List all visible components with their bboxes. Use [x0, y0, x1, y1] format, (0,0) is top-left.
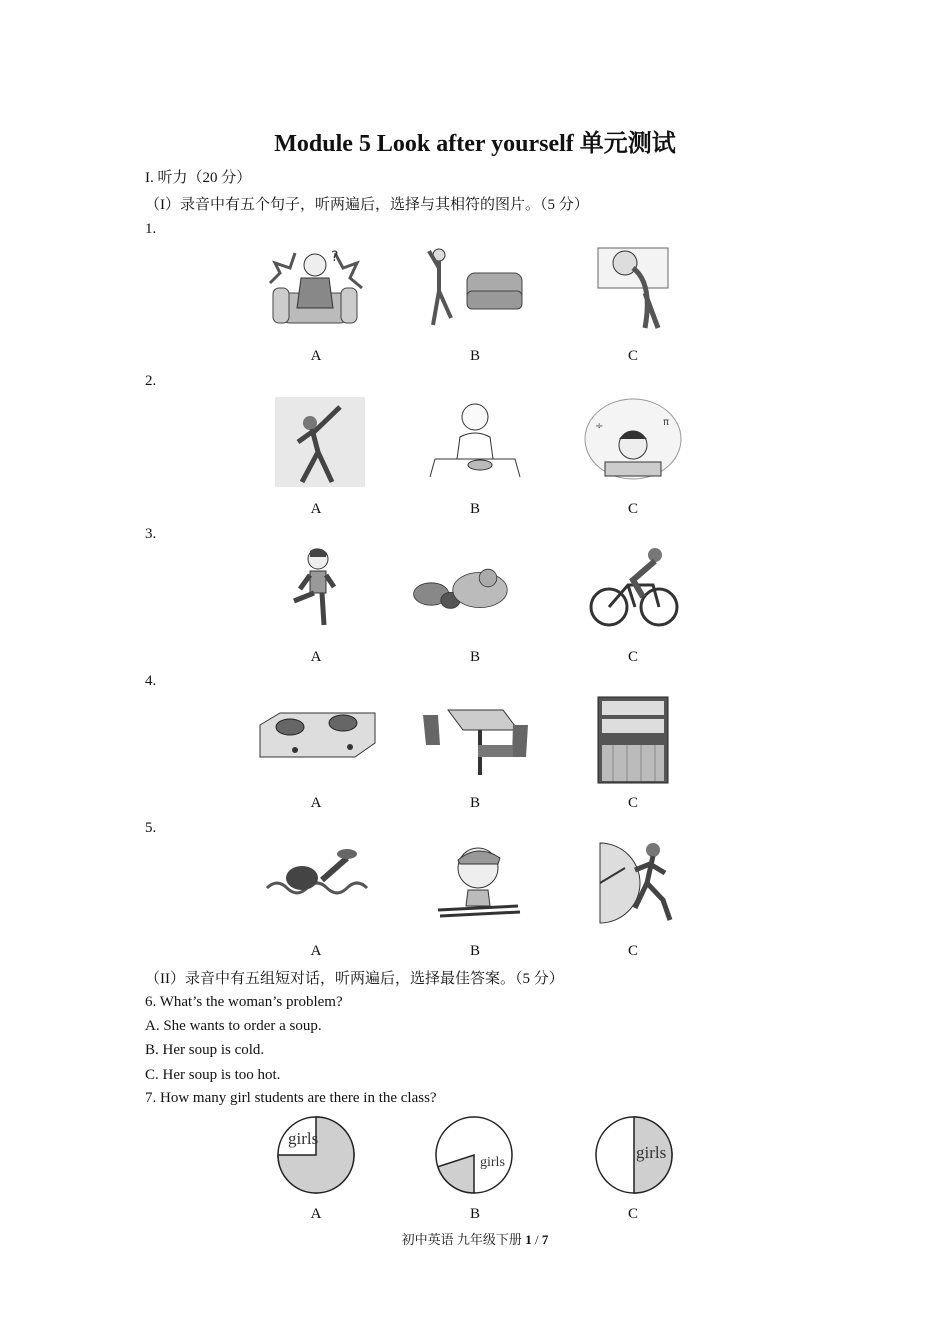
option-label: A [310, 943, 322, 959]
q6-option-c: C. Her soup is too hot. [145, 1067, 281, 1083]
option-label: A [310, 795, 322, 811]
question-6: 6. What’s the woman’s problem? [145, 994, 343, 1010]
slice-label: girls [288, 1129, 319, 1148]
girl-eating-icon [425, 397, 525, 487]
page-footer [0, 1229, 950, 1248]
boy-skiing-icon [428, 838, 528, 928]
cyclist-icon [583, 545, 683, 635]
pie-chart-b [428, 1112, 520, 1198]
question-7: 7. How many girl students are there in the class? [145, 1090, 437, 1106]
question-number: 4. [145, 673, 157, 689]
option-label: C [627, 348, 638, 364]
question-number: 3. [145, 526, 157, 542]
cupboard-icon [583, 695, 683, 785]
page-title: Module 5 Look after yourself 单元测试 [274, 131, 676, 157]
gas-stove-icon [255, 695, 380, 785]
option-label: B [469, 1206, 480, 1222]
option-label: A [310, 1206, 322, 1222]
svg-text:π: π [663, 417, 670, 428]
option-label: C [627, 501, 638, 517]
woman-and-sofa-icon [425, 243, 525, 333]
question-number: 5. [145, 820, 157, 836]
worried-man-on-sofa-icon [265, 243, 365, 333]
slice-label: girls [480, 1155, 505, 1170]
clock-and-runner-icon [585, 838, 685, 928]
option-label: A [310, 649, 322, 665]
option-label: B [469, 795, 480, 811]
tired-dog-and-shoes-icon [412, 545, 512, 635]
option-label: B [469, 649, 480, 665]
svg-text:÷: ÷ [595, 421, 604, 432]
q6-option-a: A. She wants to order a soup. [145, 1018, 322, 1034]
swimmer-icon [262, 838, 377, 928]
boy-running-icon [270, 545, 370, 635]
woman-stretching-icon [270, 397, 370, 487]
part-2-instruction: （II）录音中有五组短对话，听两遍后，选择最佳答案。（5 分） [145, 971, 564, 987]
option-label: C [627, 1206, 638, 1222]
pie-chart-c [588, 1112, 680, 1198]
sleeping-man-icon [583, 243, 683, 333]
option-label: C [627, 649, 638, 665]
table-and-chairs-icon [418, 695, 533, 785]
page-number: 1 [525, 1232, 532, 1247]
page-separator: / [531, 1232, 542, 1247]
part-1-instruction: （I）录音中有五个句子，听两遍后，选择与其相符的图片。（5 分） [145, 197, 589, 213]
option-label: C [627, 943, 638, 959]
option-label: A [310, 501, 322, 517]
option-label: B [469, 348, 480, 364]
option-label: B [469, 943, 480, 959]
q6-option-b: B. Her soup is cold. [145, 1042, 265, 1058]
svg-text:?: ? [331, 249, 339, 265]
option-label: B [469, 501, 480, 517]
stressed-boy-studying-icon [583, 397, 683, 487]
option-label: A [310, 348, 322, 364]
option-label: C [627, 795, 638, 811]
page-total: 7 [541, 1232, 549, 1247]
pie-chart-a [270, 1112, 362, 1198]
question-number: 2. [145, 373, 157, 389]
footer-text: 初中英语 九年级下册 [401, 1232, 526, 1247]
question-number: 1. [145, 221, 157, 237]
section-heading: I. 听力（20 分） [145, 170, 252, 186]
slice-label: girls [636, 1143, 667, 1162]
